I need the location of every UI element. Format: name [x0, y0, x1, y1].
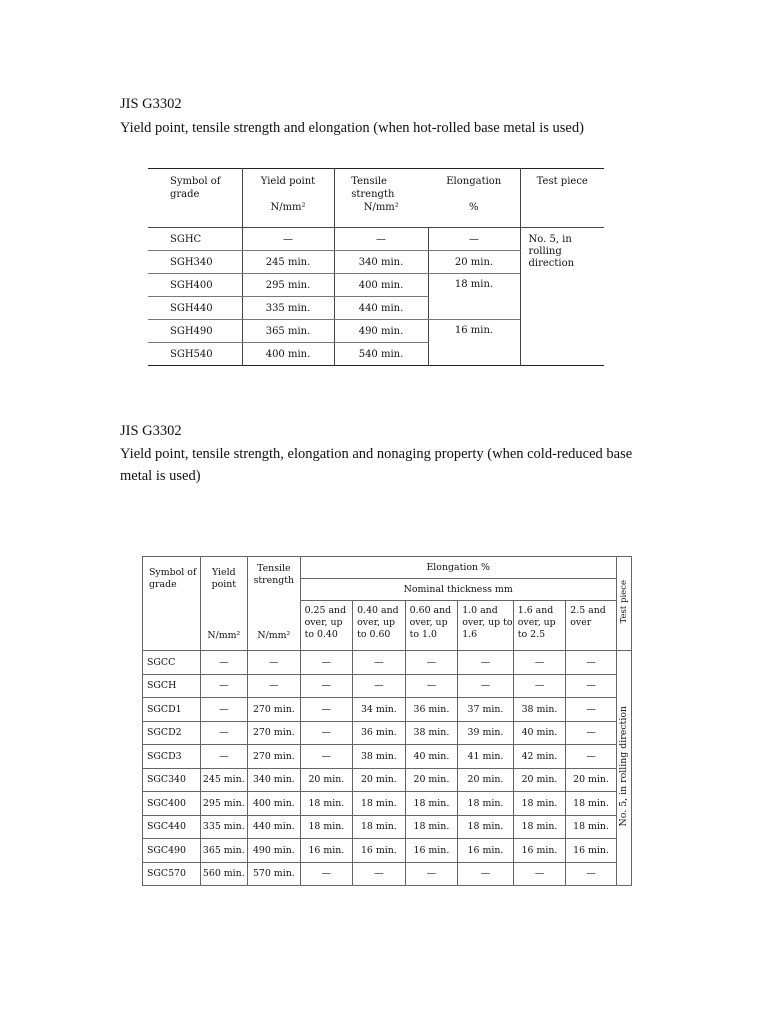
cell-elongation: —	[566, 698, 617, 722]
cell-elongation: 18 min.	[458, 815, 514, 839]
cell-elongation: 18 min.	[353, 792, 406, 816]
cell-elongation: 41 min.	[458, 745, 514, 769]
cell-elongation: 38 min.	[353, 745, 406, 769]
cell-tensile: 570 min.	[248, 862, 301, 886]
cell-elongation: 16 min.	[405, 839, 458, 863]
cell-elongation: —	[566, 651, 617, 675]
table-header-row	[148, 169, 604, 228]
cell-grade: SGH540	[170, 348, 213, 360]
cell-elongation: —	[566, 721, 617, 745]
cell-tensile: 490 min.	[248, 839, 301, 863]
cell-elongation: 20 min.	[513, 768, 566, 792]
cell-elongation: 16 min.	[300, 839, 353, 863]
section2-subtitle: Yield point, tensile strength, elongation and nonaging property (when cold-reduced base metal is used)	[120, 446, 633, 484]
cell-grade: SGCH	[143, 674, 201, 698]
cell-elongation: 18 min.	[300, 792, 353, 816]
cell-elongation: 20 min.	[300, 768, 353, 792]
cell-elongation: 20 min.	[405, 768, 458, 792]
cell-yield: 245 min.	[242, 251, 334, 274]
cell-elongation: —	[300, 698, 353, 722]
cell-yield: —	[242, 228, 334, 251]
table-row	[143, 839, 632, 863]
table-row	[143, 745, 632, 769]
cell-elongation: —	[300, 651, 353, 675]
header-thickness-range: 0.25 and over, up to 0.40	[300, 601, 353, 651]
header-tensile: Tensile strength N/mm²	[334, 169, 428, 228]
cell-yield: —	[200, 721, 247, 745]
table-row	[148, 228, 604, 251]
cell-yield: —	[200, 698, 247, 722]
cell-elongation: 37 min.	[458, 698, 514, 722]
cell-tensile: —	[248, 651, 301, 675]
cell-grade: SGH490	[148, 320, 242, 343]
header-yield: Yield point N/mm²	[200, 557, 247, 651]
cell-elongation: 20 min.	[566, 768, 617, 792]
cell-yield: —	[200, 674, 247, 698]
cell-elongation: 36 min.	[353, 721, 406, 745]
cell-elongation: 18 min.	[566, 815, 617, 839]
cell-elongation: 20 min.	[428, 251, 520, 274]
cell-elongation: —	[513, 674, 566, 698]
cell-tensile: 400 min.	[248, 792, 301, 816]
table-row	[143, 721, 632, 745]
cell-test-piece: No. 5, in rolling direction	[520, 228, 604, 366]
cell-elongation: —	[513, 651, 566, 675]
cell-yield: 295 min.	[242, 274, 334, 297]
cell-grade: SGH440	[148, 297, 242, 320]
cell-yield: —	[200, 745, 247, 769]
cell-elongation: —	[458, 651, 514, 675]
header-elongation: Elongation %	[428, 169, 520, 228]
cell-yield: 400 min.	[242, 343, 334, 366]
cell-grade: SGCD1	[143, 698, 201, 722]
cell-elongation: —	[566, 745, 617, 769]
cell-yield: —	[200, 651, 247, 675]
cell-tensile: 340 min.	[248, 768, 301, 792]
cell-elongation: 16 min.	[458, 839, 514, 863]
header-thickness-range: 0.40 and over, up to 0.60	[353, 601, 406, 651]
section1-heading: JIS G3302	[120, 96, 182, 112]
cell-yield: 245 min.	[200, 768, 247, 792]
cell-tensile: 440 min.	[334, 297, 428, 320]
cell-elongation: 18 min.	[513, 792, 566, 816]
cell-elongation: 18 min.	[353, 815, 406, 839]
header-yield: Yield point N/mm²	[242, 169, 334, 228]
cell-tensile: 270 min.	[248, 745, 301, 769]
cell-elongation: —	[513, 862, 566, 886]
cell-tensile: 490 min.	[334, 320, 428, 343]
section1-subtitle: Yield point, tensile strength and elongation (when hot-rolled base metal is used)	[120, 120, 584, 136]
cell-elongation: 18 min.	[458, 792, 514, 816]
cell-elongation: 18 min.	[405, 815, 458, 839]
cell-elongation: —	[405, 651, 458, 675]
header-elongation: Elongation %	[300, 557, 616, 579]
cell-elongation: —	[353, 674, 406, 698]
cell-grade: SGH340	[148, 251, 242, 274]
cell-tensile: 340 min.	[334, 251, 428, 274]
test-piece-label: No. 5, in rolling direction	[618, 706, 630, 827]
table-row	[143, 792, 632, 816]
cell-elongation: 20 min.	[353, 768, 406, 792]
cell-elongation: 39 min.	[458, 721, 514, 745]
header-grade: Symbol of grade	[143, 557, 201, 651]
cell-elongation: —	[300, 721, 353, 745]
cell-yield: 335 min.	[242, 297, 334, 320]
cell-elongation: 18 min.	[405, 792, 458, 816]
cell-elongation: —	[353, 651, 406, 675]
cell-elongation: —	[458, 862, 514, 886]
cell-elongation: 38 min.	[405, 721, 458, 745]
cell-elongation: 38 min.	[513, 698, 566, 722]
cell-elongation: 16 min.	[428, 320, 520, 366]
cell-elongation: —	[428, 228, 520, 251]
table-header-row	[143, 557, 632, 579]
cell-elongation: —	[566, 674, 617, 698]
header-test-piece: Test piece	[520, 169, 604, 228]
cell-elongation: —	[566, 862, 617, 886]
cell-tensile: —	[248, 674, 301, 698]
cold-reduced-properties-table	[142, 556, 632, 886]
cell-elongation: 40 min.	[405, 745, 458, 769]
cell-elongation: 18 min.	[428, 274, 520, 320]
cell-tensile: —	[334, 228, 428, 251]
cell-elongation: 20 min.	[458, 768, 514, 792]
cell-yield: 365 min.	[242, 320, 334, 343]
cell-yield: 560 min.	[200, 862, 247, 886]
cell-elongation: —	[300, 745, 353, 769]
cold-reduced-table-body	[143, 651, 632, 886]
cell-elongation: 36 min.	[405, 698, 458, 722]
cell-grade: SGCC	[143, 651, 201, 675]
table-row	[143, 674, 632, 698]
hot-rolled-properties-table	[148, 168, 604, 366]
header-test-piece: Test piece	[616, 557, 631, 651]
cell-tensile: 440 min.	[248, 815, 301, 839]
cell-yield: 295 min.	[200, 792, 247, 816]
table-row	[143, 651, 632, 675]
cell-tensile: 270 min.	[248, 698, 301, 722]
cell-tensile: 540 min.	[334, 343, 428, 366]
header-thickness-range: 1.6 and over, up to 2.5	[513, 601, 566, 651]
cell-tensile: 270 min.	[248, 721, 301, 745]
cell-elongation: 16 min.	[353, 839, 406, 863]
cell-grade: SGC570	[143, 862, 201, 886]
header-thickness-range: 2.5 and over	[566, 601, 617, 651]
cell-grade: SGC440	[143, 815, 201, 839]
cell-elongation: —	[300, 862, 353, 886]
header-thickness-range: 0.60 and over, up to 1.0	[405, 601, 458, 651]
cell-yield: 365 min.	[200, 839, 247, 863]
table-row	[143, 698, 632, 722]
cell-grade: SGC340	[143, 768, 201, 792]
header-nominal-thickness: Nominal thickness mm	[300, 579, 616, 601]
cell-elongation: —	[405, 674, 458, 698]
cell-elongation: 34 min.	[353, 698, 406, 722]
table-row	[143, 815, 632, 839]
cell-elongation: 42 min.	[513, 745, 566, 769]
cell-tensile: 400 min.	[334, 274, 428, 297]
cell-elongation: —	[458, 674, 514, 698]
cell-yield: 335 min.	[200, 815, 247, 839]
cell-elongation: 40 min.	[513, 721, 566, 745]
cell-elongation: —	[405, 862, 458, 886]
table-row	[143, 862, 632, 886]
cell-grade: SGC400	[143, 792, 201, 816]
header-grade: Symbol of grade	[148, 169, 242, 228]
cell-elongation: 18 min.	[300, 815, 353, 839]
cell-grade: SGHC	[148, 228, 242, 251]
cell-elongation: 16 min.	[566, 839, 617, 863]
cell-elongation: —	[300, 674, 353, 698]
cell-test-piece	[616, 651, 631, 886]
cell-grade: SGCD2	[143, 721, 201, 745]
cell-elongation: 16 min.	[513, 839, 566, 863]
cell-grade: SGCD3	[143, 745, 201, 769]
table-row	[143, 768, 632, 792]
cell-elongation: —	[353, 862, 406, 886]
header-thickness-range: 1.0 and over, up to 1.6	[458, 601, 514, 651]
cell-grade: SGC490	[143, 839, 201, 863]
header-tensile: Tensile strength N/mm²	[248, 557, 301, 651]
cell-elongation: 18 min.	[566, 792, 617, 816]
section2-heading: JIS G3302	[120, 423, 182, 439]
cell-elongation: 18 min.	[513, 815, 566, 839]
cell-grade: SGH400	[148, 274, 242, 297]
